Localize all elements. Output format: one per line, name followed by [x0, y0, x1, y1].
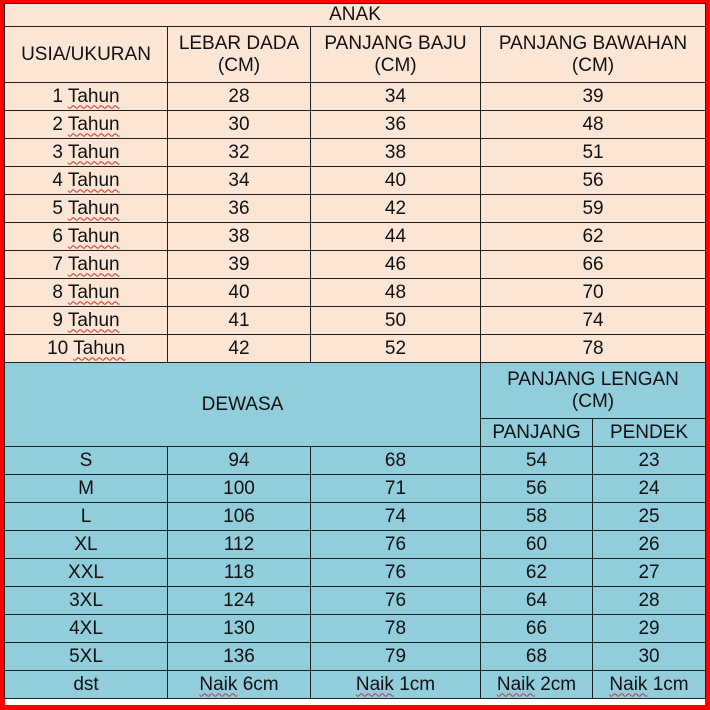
- lengan-panjang-cell: 60: [481, 531, 593, 559]
- anak-title: ANAK: [5, 4, 706, 27]
- lengan-panjang-cell: 54: [481, 447, 593, 475]
- size-cell: L: [5, 503, 168, 531]
- panjang-baju-cell: 68: [311, 447, 481, 475]
- age-cell: 1 Tahun: [5, 83, 168, 111]
- anak-row: [5, 195, 706, 223]
- anak-row: [5, 335, 706, 363]
- lengan-pendek-cell: 25: [593, 503, 706, 531]
- lebar-dada-cell: 32: [168, 139, 311, 167]
- panjang-baju-cell: 76: [311, 559, 481, 587]
- header-panjang: PANJANG: [481, 419, 593, 447]
- age-cell: 9 Tahun: [5, 307, 168, 335]
- lebar-dada-cell: 34: [168, 167, 311, 195]
- lengan-panjang-cell: 68: [481, 643, 593, 671]
- lengan-panjang-cell: 64: [481, 587, 593, 615]
- panjang-baju-cell: 76: [311, 531, 481, 559]
- increment-cell: Naik 1cm: [311, 671, 481, 699]
- panjang-baju-cell: 34: [311, 83, 481, 111]
- anak-row: [5, 111, 706, 139]
- dewasa-row: [5, 503, 706, 531]
- dewasa-title: DEWASA: [5, 363, 481, 447]
- size-cell: XL: [5, 531, 168, 559]
- panjang-baju-cell: 42: [311, 195, 481, 223]
- lebar-dada-cell: 28: [168, 83, 311, 111]
- anak-title-row: [5, 4, 706, 27]
- size-cell: 5XL: [5, 643, 168, 671]
- header-pendek: PENDEK: [593, 419, 706, 447]
- anak-row: [5, 223, 706, 251]
- dewasa-row: [5, 643, 706, 671]
- panjang-baju-cell: 78: [311, 615, 481, 643]
- panjang-baju-cell: 48: [311, 279, 481, 307]
- panjang-bawahan-cell: 74: [481, 307, 706, 335]
- header-panjang-bawahan: PANJANG BAWAHAN (CM): [481, 27, 706, 83]
- lebar-dada-cell: 112: [168, 531, 311, 559]
- age-cell: 8 Tahun: [5, 279, 168, 307]
- lebar-dada-cell: 36: [168, 195, 311, 223]
- anak-row: [5, 83, 706, 111]
- lebar-dada-cell: 106: [168, 503, 311, 531]
- lengan-pendek-cell: 28: [593, 587, 706, 615]
- size-cell: XXL: [5, 559, 168, 587]
- lebar-dada-cell: 41: [168, 307, 311, 335]
- panjang-bawahan-cell: 70: [481, 279, 706, 307]
- panjang-bawahan-cell: 66: [481, 251, 706, 279]
- panjang-baju-cell: 79: [311, 643, 481, 671]
- panjang-baju-cell: 74: [311, 503, 481, 531]
- panjang-baju-cell: 36: [311, 111, 481, 139]
- anak-row: [5, 307, 706, 335]
- dewasa-row: [5, 447, 706, 475]
- lengan-pendek-cell: 26: [593, 531, 706, 559]
- age-cell: 4 Tahun: [5, 167, 168, 195]
- lengan-pendek-cell: 29: [593, 615, 706, 643]
- lengan-pendek-cell: 24: [593, 475, 706, 503]
- lengan-panjang-cell: 56: [481, 475, 593, 503]
- increment-cell: Naik 1cm: [593, 671, 706, 699]
- anak-row: [5, 139, 706, 167]
- dewasa-row: [5, 475, 706, 503]
- panjang-bawahan-cell: 39: [481, 83, 706, 111]
- age-cell: 7 Tahun: [5, 251, 168, 279]
- lengan-pendek-cell: 30: [593, 643, 706, 671]
- age-cell: 3 Tahun: [5, 139, 168, 167]
- age-cell: 2 Tahun: [5, 111, 168, 139]
- lengan-pendek-cell: 27: [593, 559, 706, 587]
- lebar-dada-cell: 118: [168, 559, 311, 587]
- panjang-baju-cell: 50: [311, 307, 481, 335]
- size-cell: S: [5, 447, 168, 475]
- age-cell: 6 Tahun: [5, 223, 168, 251]
- anak-header-row: [5, 27, 706, 83]
- dewasa-row: [5, 531, 706, 559]
- panjang-bawahan-cell: 56: [481, 167, 706, 195]
- panjang-baju-cell: 46: [311, 251, 481, 279]
- lebar-dada-cell: 30: [168, 111, 311, 139]
- panjang-bawahan-cell: 51: [481, 139, 706, 167]
- header-lebar-dada: LEBAR DADA (CM): [168, 27, 311, 83]
- dst-row: [5, 671, 706, 699]
- dst-label: dst: [5, 671, 168, 699]
- age-cell: 5 Tahun: [5, 195, 168, 223]
- panjang-baju-cell: 38: [311, 139, 481, 167]
- size-cell: M: [5, 475, 168, 503]
- size-cell: 3XL: [5, 587, 168, 615]
- dewasa-header-row: [5, 363, 706, 419]
- size-cell: 4XL: [5, 615, 168, 643]
- lengan-pendek-cell: 23: [593, 447, 706, 475]
- panjang-baju-cell: 44: [311, 223, 481, 251]
- panjang-baju-cell: 71: [311, 475, 481, 503]
- panjang-baju-cell: 40: [311, 167, 481, 195]
- panjang-bawahan-cell: 78: [481, 335, 706, 363]
- anak-row: [5, 279, 706, 307]
- lebar-dada-cell: 39: [168, 251, 311, 279]
- panjang-bawahan-cell: 59: [481, 195, 706, 223]
- dewasa-row: [5, 587, 706, 615]
- dewasa-row: [5, 615, 706, 643]
- lebar-dada-cell: 94: [168, 447, 311, 475]
- lebar-dada-cell: 40: [168, 279, 311, 307]
- lebar-dada-cell: 42: [168, 335, 311, 363]
- dewasa-row: [5, 559, 706, 587]
- lebar-dada-cell: 130: [168, 615, 311, 643]
- header-panjang-lengan: PANJANG LENGAN (CM): [481, 363, 706, 419]
- age-cell: 10 Tahun: [5, 335, 168, 363]
- lengan-panjang-cell: 62: [481, 559, 593, 587]
- lebar-dada-cell: 124: [168, 587, 311, 615]
- increment-cell: Naik 6cm: [168, 671, 311, 699]
- lebar-dada-cell: 136: [168, 643, 311, 671]
- panjang-baju-cell: 52: [311, 335, 481, 363]
- header-panjang-baju: PANJANG BAJU (CM): [311, 27, 481, 83]
- anak-row: [5, 167, 706, 195]
- lengan-panjang-cell: 58: [481, 503, 593, 531]
- panjang-bawahan-cell: 48: [481, 111, 706, 139]
- lengan-panjang-cell: 66: [481, 615, 593, 643]
- header-usia-ukuran: USIA/UKURAN: [5, 27, 168, 83]
- panjang-baju-cell: 76: [311, 587, 481, 615]
- lebar-dada-cell: 38: [168, 223, 311, 251]
- size-chart-table: [4, 3, 706, 699]
- lebar-dada-cell: 100: [168, 475, 311, 503]
- anak-row: [5, 251, 706, 279]
- increment-cell: Naik 2cm: [481, 671, 593, 699]
- panjang-bawahan-cell: 62: [481, 223, 706, 251]
